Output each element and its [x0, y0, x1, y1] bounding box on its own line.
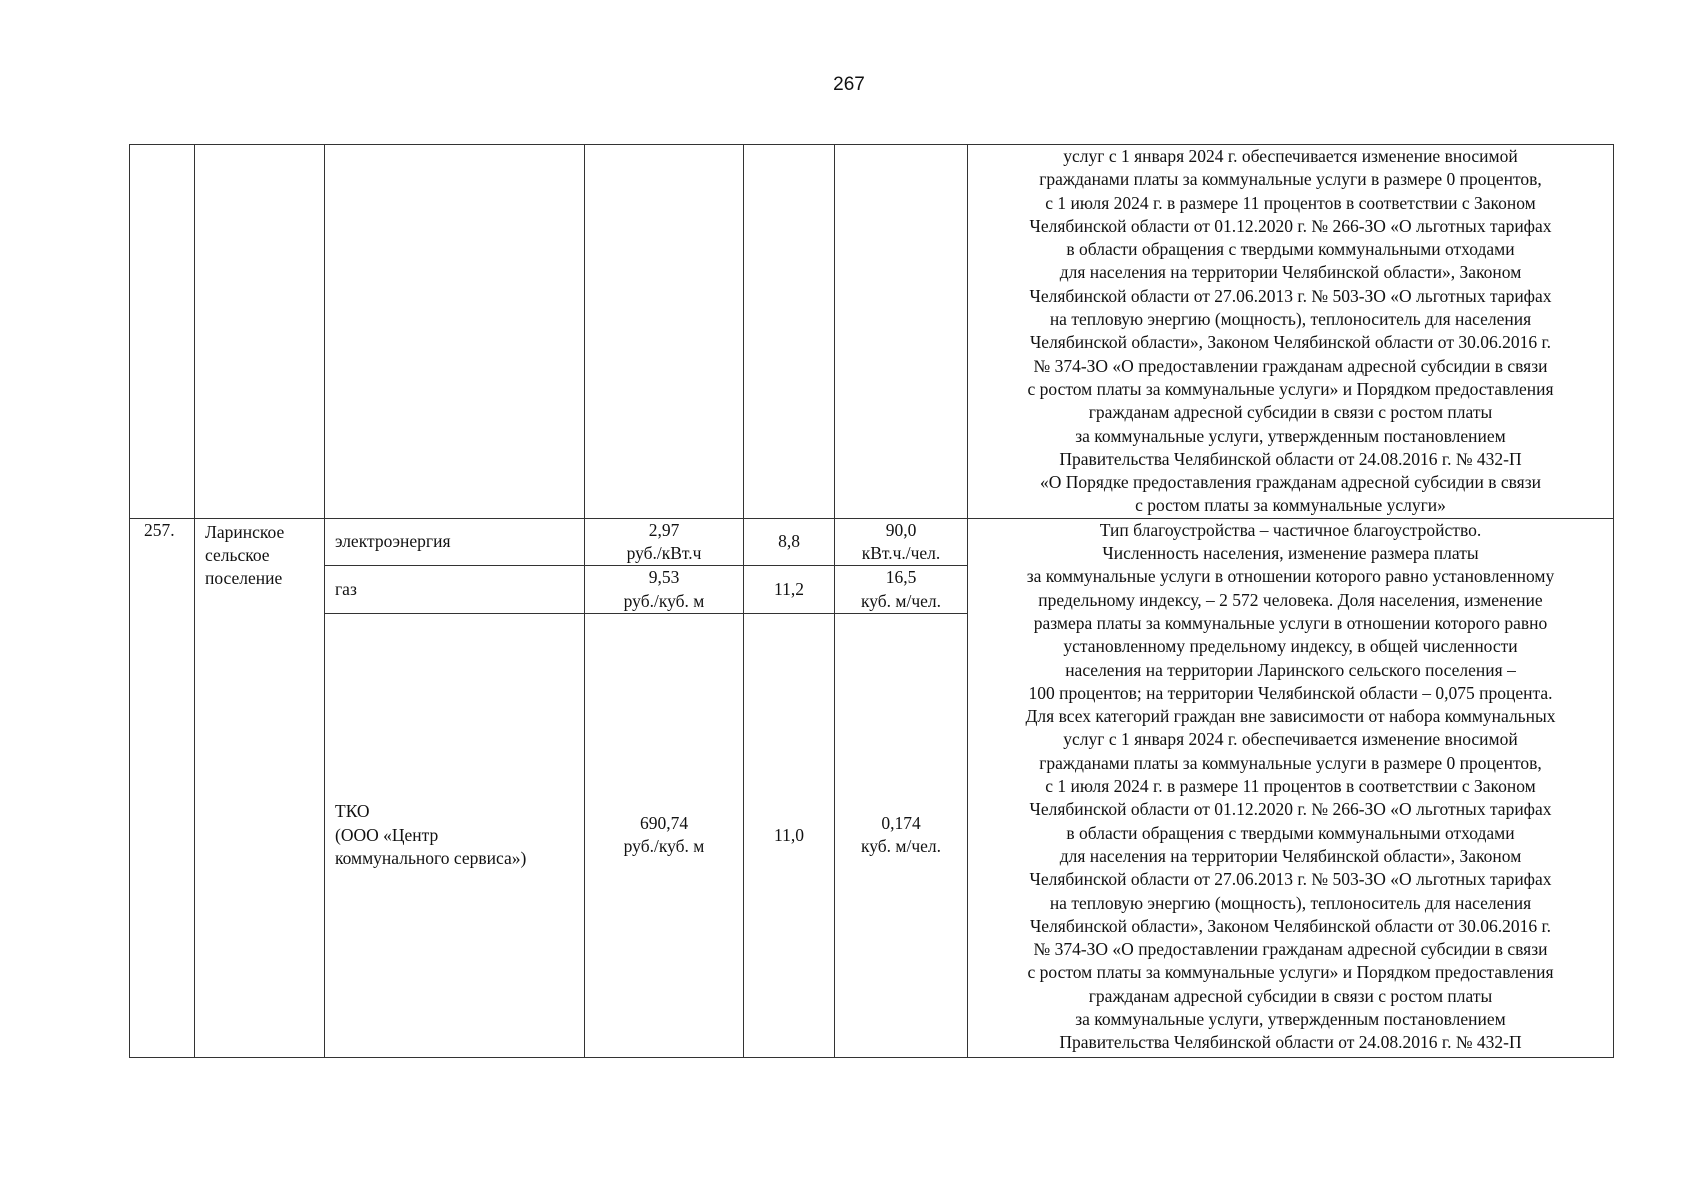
text-line: Ларинское [205, 521, 285, 542]
service-index [744, 518, 835, 566]
service-name [325, 613, 585, 1057]
service-norm [835, 518, 968, 566]
tariff-table [129, 144, 1614, 1058]
text-line: 690,74 [639, 813, 689, 834]
text-line: «О Порядке предоставления гражданам адресной субсидии в связи [1039, 472, 1542, 493]
text-line: Челябинской области от 27.06.2013 г. № 503-ЗО «О льготных тарифах [1029, 869, 1552, 890]
cell-norm-empty [835, 145, 968, 519]
text-line: ТКО [335, 801, 370, 822]
text-line: № 374-ЗО «О предоставлении гражданам адресной субсидии в связи [1033, 939, 1548, 960]
cell-service-empty [325, 145, 585, 519]
cell-name-empty [195, 145, 325, 519]
text-line: установленному предельному индексу, в общей численности [1063, 636, 1518, 657]
text-line: с ростом платы за коммунальные услуги» [1135, 495, 1446, 516]
text-line: 9,53 [648, 567, 680, 588]
text-line: гражданам адресной субсидии в связи с ростом платы [1088, 402, 1493, 423]
service-tariff [585, 613, 744, 1057]
text-line: Численность населения, изменение размера платы [1102, 543, 1479, 564]
service-name [325, 518, 585, 566]
text-line: руб./куб. м [623, 590, 705, 611]
text-line: за коммунальные услуги, утвержденным постановлением [1075, 1008, 1506, 1029]
text-line: предельному индексу, – 2 572 человека. Доля населения, изменение [1038, 589, 1543, 610]
text-line: с 1 июля 2024 г. в размере 11 процентов в соответствии с Законом [1045, 192, 1536, 213]
text-line: с ростом платы за коммунальные услуги» и Порядком предоставления [1027, 378, 1554, 399]
text-line: 16,5 [885, 567, 917, 588]
text-line: 90,0 [885, 519, 917, 540]
text-line: за коммунальные услуги в отношении которого равно установленному [1026, 566, 1555, 587]
text-line: для населения на территории Челябинской области», Законом [1059, 845, 1522, 866]
service-index [744, 566, 835, 614]
service-index [744, 613, 835, 1057]
entry-number-text: 257. [144, 519, 175, 540]
text-line: в области обращения с твердыми коммунальными отходами [1066, 239, 1515, 260]
text-line: Челябинской области от 27.06.2013 г. № 503-ЗО «О льготных тарифах [1029, 285, 1552, 306]
text-line: в области обращения с твердыми коммунальными отходами [1066, 822, 1515, 843]
cell-index-empty [744, 145, 835, 519]
entry-description [968, 518, 1614, 1057]
service-norm [835, 566, 968, 614]
text-line: коммунального сервиса») [335, 848, 527, 869]
service-name [325, 566, 585, 614]
text-line: куб. м/чел. [860, 836, 942, 857]
text-line: кВт.ч./чел. [861, 543, 941, 564]
text-line: 11,0 [774, 824, 804, 845]
text-line: 11,2 [774, 578, 804, 599]
text-line: (ООО «Центр [335, 824, 439, 845]
service-norm [835, 613, 968, 1057]
cell-tariff-empty [585, 145, 744, 519]
page-number: 267 [833, 74, 865, 95]
service-tariff [585, 566, 744, 614]
text-line: руб./кВт.ч [626, 543, 702, 564]
text-line: № 374-ЗО «О предоставлении гражданам адресной субсидии в связи [1033, 355, 1548, 376]
text-line: поселение [205, 568, 283, 589]
text-line: Для всех категорий граждан вне зависимости от набора коммунальных [1025, 706, 1556, 727]
text-line: услуг с 1 января 2024 г. обеспечивается изменение вносимой [1063, 729, 1518, 750]
table-row-service-electricity [130, 518, 1614, 566]
text-line: на тепловую энергию (мощность), теплоноситель для населения [1049, 892, 1532, 913]
text-line: 100 процентов; на территории Челябинской области – 0,075 процента. [1028, 682, 1553, 703]
text-line: куб. м/чел. [860, 590, 942, 611]
text-line: 2,97 [648, 519, 680, 540]
text-line: Правительства Челябинской области от 24.08.2016 г. № 432-П [1059, 448, 1522, 469]
text-line: на тепловую энергию (мощность), теплоноситель для населения [1049, 309, 1532, 330]
text-line: гражданам адресной субсидии в связи с ростом платы [1088, 985, 1493, 1006]
text-line: сельское [205, 545, 270, 566]
text-line: с ростом платы за коммунальные услуги» и Порядком предоставления [1027, 962, 1554, 983]
text-line: размера платы за коммунальные услуги в отношении которого равно [1033, 612, 1548, 633]
text-line: Челябинской области от 01.12.2020 г. № 266-ЗО «О льготных тарифах [1029, 799, 1552, 820]
text-line: Челябинской области от 01.12.2020 г. № 266-ЗО «О льготных тарифах [1029, 215, 1552, 236]
text-line: Правительства Челябинской области от 24.08.2016 г. № 432-П [1059, 1032, 1522, 1053]
cell-number-empty [130, 145, 195, 519]
text-line: услуг с 1 января 2024 г. обеспечивается изменение вносимой [1063, 146, 1518, 166]
text-line: электроэнергия [335, 531, 451, 552]
text-line: гражданами платы за коммунальные услуги в размере 0 процентов, [1039, 169, 1542, 190]
entry-name [195, 518, 325, 1057]
service-tariff [585, 518, 744, 566]
text-line: для населения на территории Челябинской области», Законом [1059, 262, 1522, 283]
text-line: гражданами платы за коммунальные услуги в размере 0 процентов, [1039, 752, 1542, 773]
text-line: с 1 июля 2024 г. в размере 11 процентов в соответствии с Законом [1045, 776, 1536, 797]
entry-number [130, 518, 195, 1057]
text-line: населения на территории Ларинского сельского поселения – [1065, 659, 1516, 680]
text-line: за коммунальные услуги, утвержденным постановлением [1075, 425, 1506, 446]
text-line: Челябинской области», Законом Челябинской области от 30.06.2016 г. [1029, 332, 1552, 353]
table-row-continuation [130, 145, 1614, 519]
text-line: Тип благоустройства – частичное благоустройство. [1099, 519, 1482, 540]
text-line: 8,8 [778, 531, 800, 552]
text-line: Челябинской области», Законом Челябинской области от 30.06.2016 г. [1029, 915, 1552, 936]
continuation-description [968, 145, 1614, 519]
text-line: руб./куб. м [623, 836, 705, 857]
text-line: газ [335, 578, 357, 599]
text-line: 0,174 [881, 813, 921, 834]
